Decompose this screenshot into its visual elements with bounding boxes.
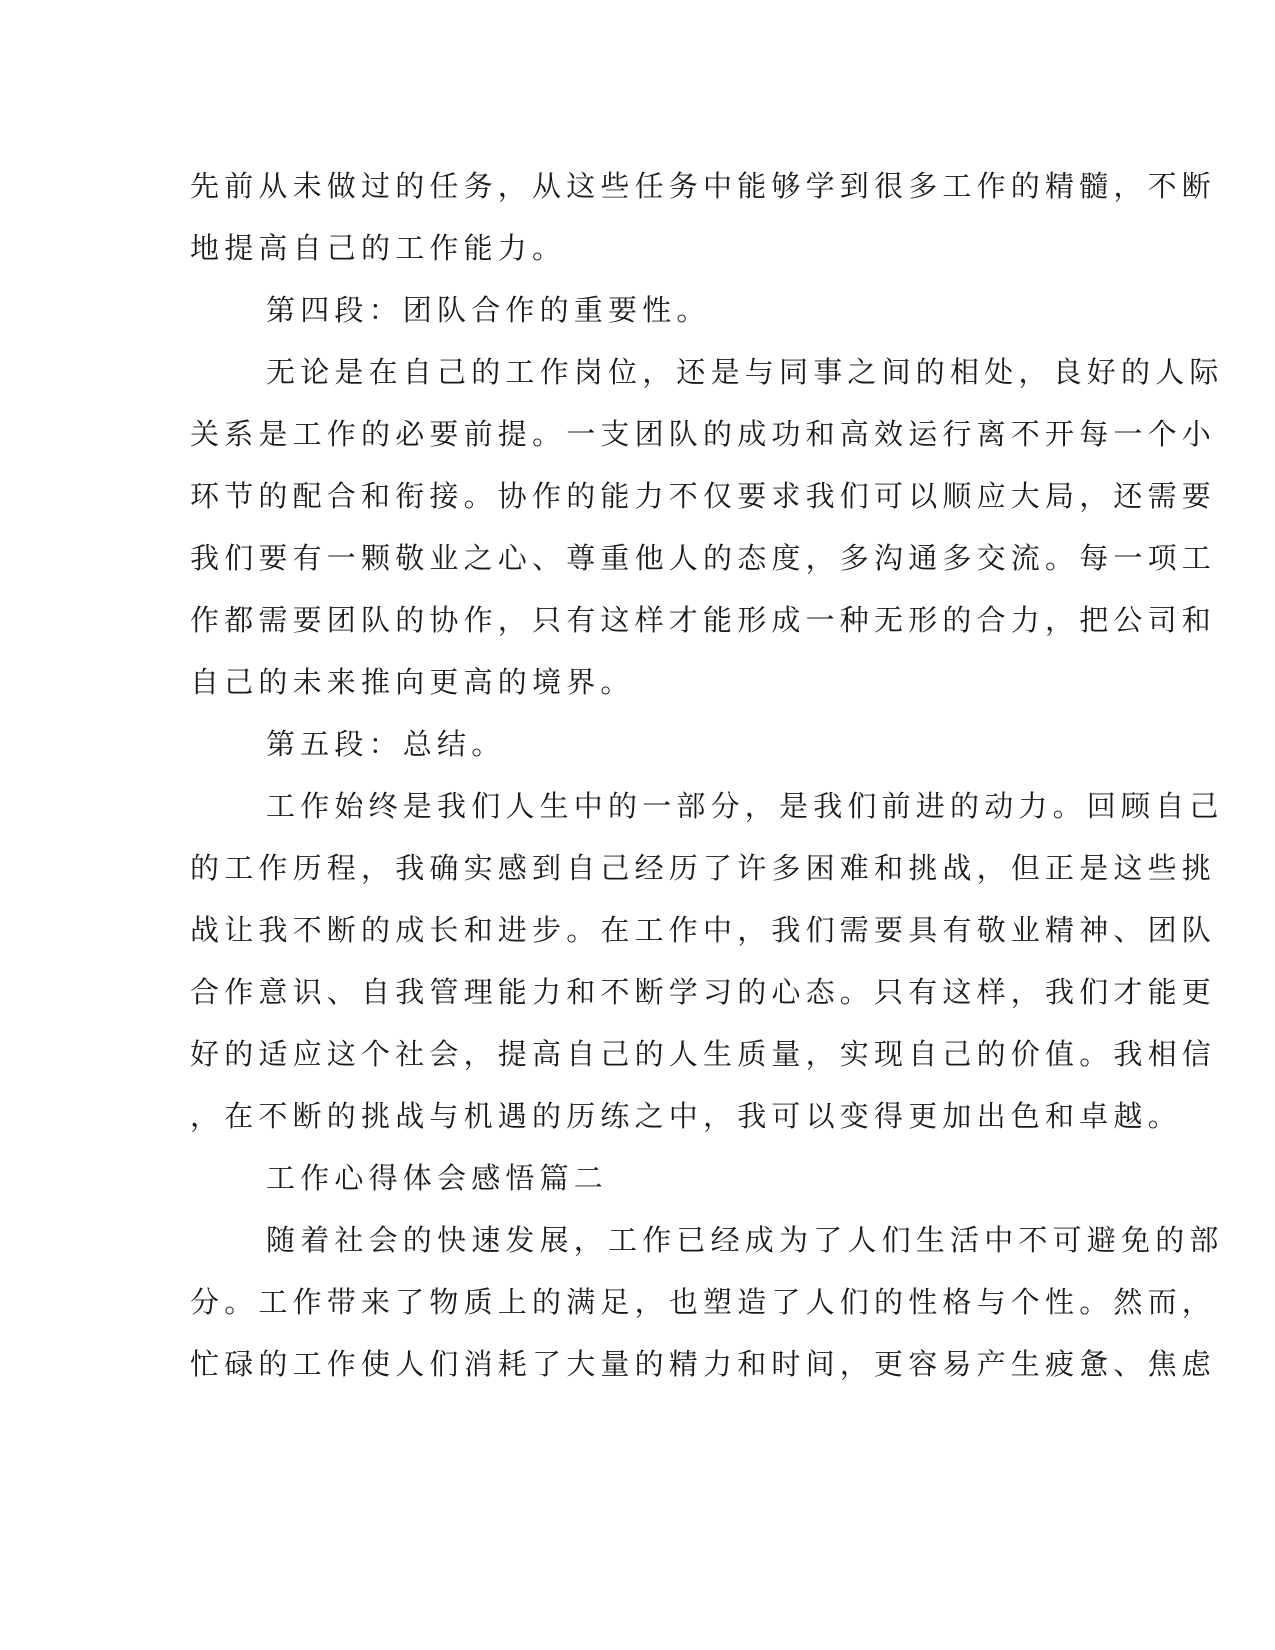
section-heading-5: 第五段：总结。: [266, 727, 506, 761]
document-body: [190, 155, 1224, 1395]
text-line-16: ，在不断的挑战与机遇的历练之中，我可以变得更加出色和卓越。: [190, 1099, 1182, 1133]
text-line-12: 的工作历程，我确实感到自己经历了许多困难和挑战，但正是这些挑: [190, 851, 1217, 885]
text-line-7: 我们要有一颗敬业之心、尊重他人的态度，多沟通多交流。每一项工: [190, 541, 1217, 575]
article-title-2: 工作心得体会感悟篇二: [266, 1161, 609, 1195]
text-line-19: 分。工作带来了物质上的满足，也塑造了人们的性格与个性。然而，: [190, 1285, 1217, 1319]
text-line-4: 无论是在自己的工作岗位，还是与同事之间的相处，良好的人际: [266, 355, 1224, 389]
text-line-11: 工作始终是我们人生中的一部分，是我们前进的动力。回顾自己: [266, 789, 1224, 823]
text-line-18: 随着社会的快速发展，工作已经成为了人们生活中不可避免的部: [266, 1223, 1224, 1257]
text-line-1: 先前从未做过的任务，从这些任务中能够学到很多工作的精髓，不断: [190, 169, 1217, 203]
text-line-6: 环节的配合和衔接。协作的能力不仅要求我们可以顺应大局，还需要: [190, 479, 1217, 513]
text-line-8: 作都需要团队的协作，只有这样才能形成一种无形的合力，把公司和: [190, 603, 1217, 637]
text-line-15: 好的适应这个社会，提高自己的人生质量，实现自己的价值。我相信: [190, 1037, 1217, 1071]
text-line-2: 地提高自己的工作能力。: [190, 231, 567, 265]
section-heading-4: 第四段：团队合作的重要性。: [266, 293, 711, 327]
text-line-14: 合作意识、自我管理能力和不断学习的心态。只有这样，我们才能更: [190, 975, 1217, 1009]
text-line-5: 关系是工作的必要前提。一支团队的成功和高效运行离不开每一个小: [190, 417, 1217, 451]
text-line-9: 自己的未来推向更高的境界。: [190, 665, 635, 699]
text-line-13: 战让我不断的成长和进步。在工作中，我们需要具有敬业精神、团队: [190, 913, 1217, 947]
text-line-20: 忙碌的工作使人们消耗了大量的精力和时间，更容易产生疲惫、焦虑: [190, 1347, 1217, 1381]
